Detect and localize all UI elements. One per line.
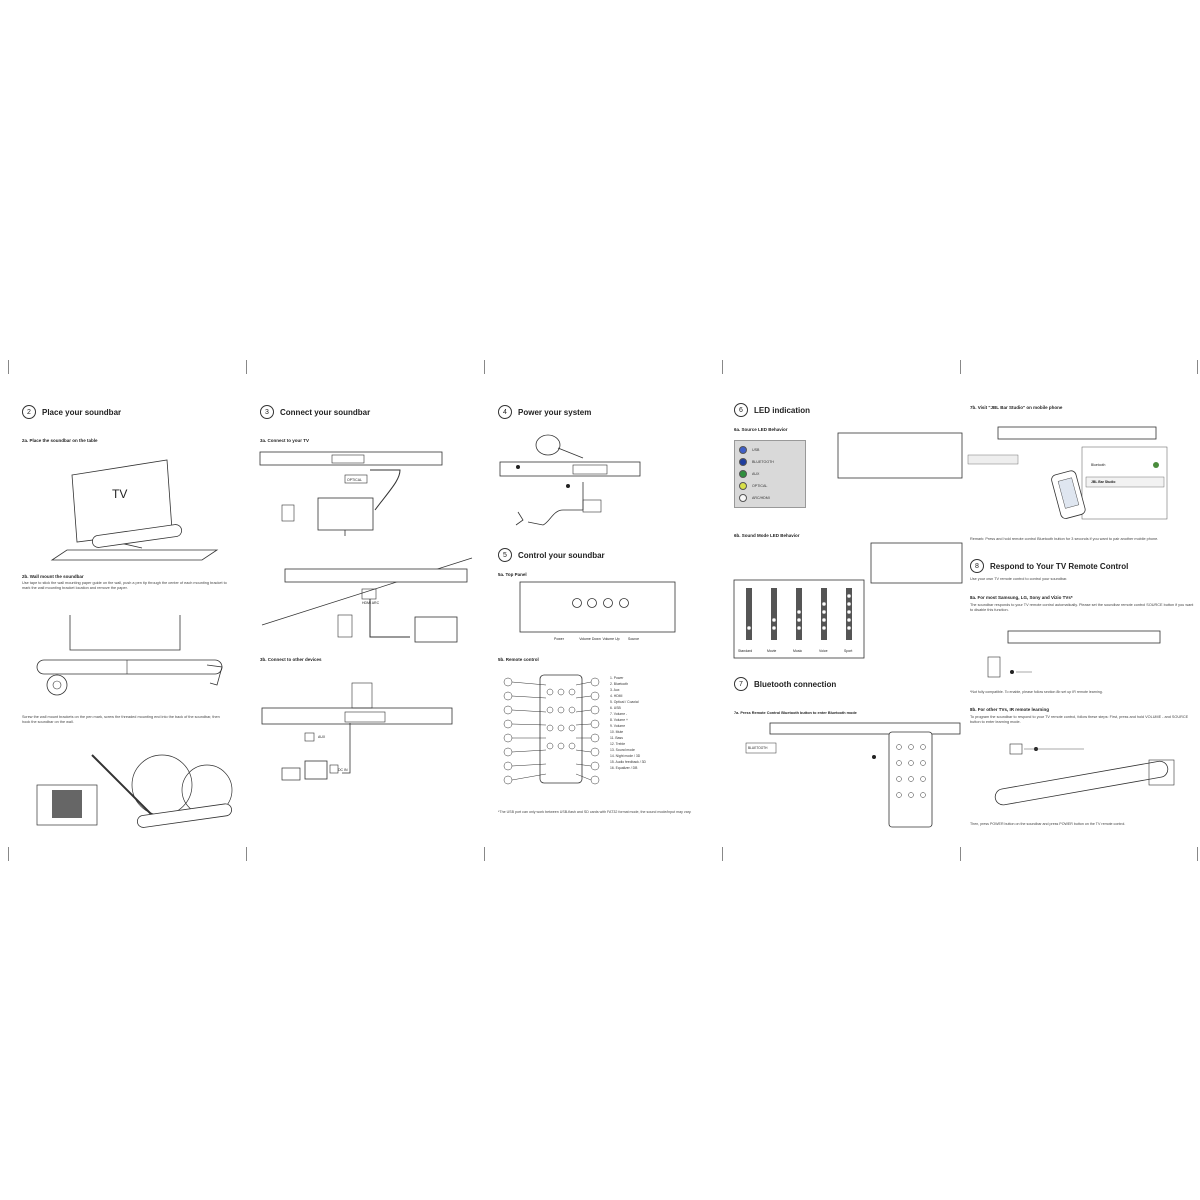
port-label: HDMI ARC	[362, 601, 380, 605]
section-title	[734, 677, 836, 691]
panel-place-soundbar	[12, 355, 248, 865]
intro-text: Use your own TV remote control to control your soundbar.	[970, 577, 1068, 581]
power-illustration	[488, 430, 724, 535]
app-row-label: JBL Bar Studio	[1091, 480, 1116, 484]
led-label: USB	[752, 448, 760, 452]
remote-legend-item: 15. Audio feedback / 3D	[610, 760, 647, 764]
section-title	[22, 405, 121, 419]
remote-legend-item: 9. Volume	[610, 724, 626, 728]
instruction-text: Screw the wall mount brackets on the pen mark, screw the threaded mounting end into the back of the soundbar, then hook the soundbar on the wall.	[22, 715, 220, 724]
footnote: *Not fully compatible. To enable, please follow section 8b set up IR remote learning.	[970, 690, 1103, 694]
tv-remote-illustration	[964, 627, 1200, 687]
subsection-heading: 2b. Wall mount the soundbar	[22, 574, 84, 579]
remote-legend-item: 7. Volume -	[610, 712, 628, 716]
mobile-app-illustration	[964, 417, 1200, 527]
soundbar-end-illustration	[726, 430, 962, 490]
section-title	[498, 548, 605, 562]
remote-legend-item: 14. Night mode / 3D	[610, 754, 641, 758]
instruction-text: To program the soundbar to respond to your TV remote control, follow these steps: First, press and hold VOLUME - and SOURCE button to enter learning mode.	[970, 715, 1189, 724]
subsection-heading: 8b. For other TVs, IR remote learning	[970, 707, 1050, 712]
bluetooth-button-label: BLUETOOTH	[748, 746, 768, 750]
subsection-heading: 6b. Sound Mode LED Behavior	[734, 533, 800, 538]
led-label: BLUETOOTH	[752, 460, 774, 464]
key-label: Power	[554, 637, 564, 641]
tv-label: TV	[112, 487, 128, 501]
key-label: Volume Down	[579, 637, 601, 641]
mode-label: Sport	[844, 649, 853, 653]
panel-connect-soundbar	[250, 355, 486, 865]
mode-label: Standard	[738, 649, 753, 653]
section-number: 2	[22, 405, 36, 419]
footnote: Then, press POWER button on the soundbar and press POWER button on the TV remote control.	[970, 822, 1126, 826]
remote-legend-item: 2. Bluetooth	[610, 682, 629, 686]
remote-legend-item: 10. Mute	[610, 730, 624, 734]
remote-legend-item: 8. Volume +	[610, 718, 629, 722]
section-title-text: LED indication	[754, 405, 810, 415]
panel-app-remote	[964, 355, 1200, 865]
connect-devices-illustration	[250, 673, 486, 803]
panel-led-bluetooth	[726, 355, 962, 865]
instruction-text: Use tape to stick the wall mounting paper guide on the wall, push a pen tip through the center of each mounting bracket to mark the wall mounting bracket location and remove the paper.	[22, 581, 227, 590]
section-title	[734, 403, 810, 417]
section-number: 5	[498, 548, 512, 562]
connect-hdmi-illustration	[250, 567, 486, 657]
led-row	[735, 492, 805, 504]
remote-control-illustration	[488, 670, 724, 800]
instruction-text: The soundbar responds to your TV remote control automatically. Please set the soundbar remote control SOURCE button if you want to disable this function.	[970, 603, 1194, 612]
remote-legend-item: 11. Bass	[610, 736, 623, 740]
bluetooth-illustration	[726, 717, 962, 827]
footnote: *The USB port can only work between USB-flash and SD cards with FAT32 format mode, the sound mode/input may vary.	[498, 810, 692, 814]
section-number: 6	[734, 403, 748, 417]
bracket-illustration	[12, 740, 248, 830]
section-title	[970, 559, 1128, 573]
remote-legend-item: 16. Equalizer / DB	[610, 766, 638, 770]
section-title	[260, 405, 370, 419]
subsection-heading: 3b. Connect to other devices	[260, 657, 322, 662]
tv-on-table-illustration	[12, 450, 248, 570]
key-label: Volume Up	[602, 637, 620, 641]
subsection-heading: 5a. Top Panel	[498, 572, 527, 577]
section-title-text: Connect your soundbar	[280, 407, 371, 417]
section-title-text: Power your system	[518, 407, 592, 417]
subsection-heading: 5b. Remote control	[498, 657, 539, 662]
remote-legend-item: 12. Treble	[610, 742, 626, 746]
led-label: AUX	[752, 472, 760, 476]
section-title-text: Place your soundbar	[42, 407, 122, 417]
port-label: OPTICAL	[347, 478, 362, 482]
section-title-text: Bluetooth connection	[754, 679, 837, 689]
wall-mount-illustration	[12, 605, 248, 695]
section-number: 4	[498, 405, 512, 419]
mode-label: Movie	[767, 649, 777, 653]
led-label: ARC/HDMI	[752, 496, 770, 500]
remote-legend-item: 6. USB	[610, 706, 621, 710]
key-label: Source	[628, 637, 640, 641]
subsection-heading: 7b. Visit "JBL Bar Studio" on mobile phone	[970, 405, 1063, 410]
section-title	[498, 405, 591, 419]
remote-legend-item: 5. Optical / Coaxial	[610, 700, 639, 704]
section-number: 3	[260, 405, 274, 419]
remote-legend-item: 4. HDMI	[610, 694, 623, 698]
crop-mark	[8, 847, 9, 861]
port-label: DC IN	[338, 768, 348, 772]
ir-learning-illustration	[964, 740, 1200, 815]
remote-legend-item: 1. Power	[610, 676, 624, 680]
section-number: 8	[970, 559, 984, 573]
sound-mode-led-chart	[734, 580, 874, 660]
led-label: OPTICAL	[752, 484, 768, 488]
connect-tv-illustration	[250, 450, 486, 550]
crop-mark	[8, 360, 9, 374]
port-label: AUX	[318, 735, 326, 739]
subsection-heading: 6a. Source LED Behavior	[734, 427, 788, 432]
section-title-text: Control your soundbar	[518, 550, 605, 560]
remote-legend	[610, 675, 646, 771]
remote-legend-item: 13. Sound mode	[610, 748, 635, 752]
remote-legend-item: 3. Aux	[610, 688, 620, 692]
subsection-heading: 8a. For most Samsung, LG, Sony and Vizio TVs*	[970, 595, 1073, 600]
panel-power-control	[488, 355, 724, 865]
subsection-heading: 2a. Place the soundbar on the table	[22, 438, 98, 443]
led-dot-icon	[739, 494, 747, 502]
mode-label: Voice	[819, 649, 828, 653]
mode-label: Music	[793, 649, 803, 653]
subsection-heading: 7a. Press Remote Control Bluetooth button to enter Bluetooth mode	[734, 711, 857, 715]
remark-text: Remark: Press and hold remote control Bluetooth button for 3 seconds if you want to pair another mobile phone.	[970, 537, 1159, 541]
app-row-label: Bluetooth	[1091, 463, 1106, 467]
manual-strip	[0, 355, 1200, 865]
subsection-heading: 3a. Connect to your TV	[260, 438, 310, 443]
section-number: 7	[734, 677, 748, 691]
top-panel-illustration	[488, 580, 724, 640]
section-title-text: Respond to Your TV Remote Control	[990, 561, 1129, 571]
